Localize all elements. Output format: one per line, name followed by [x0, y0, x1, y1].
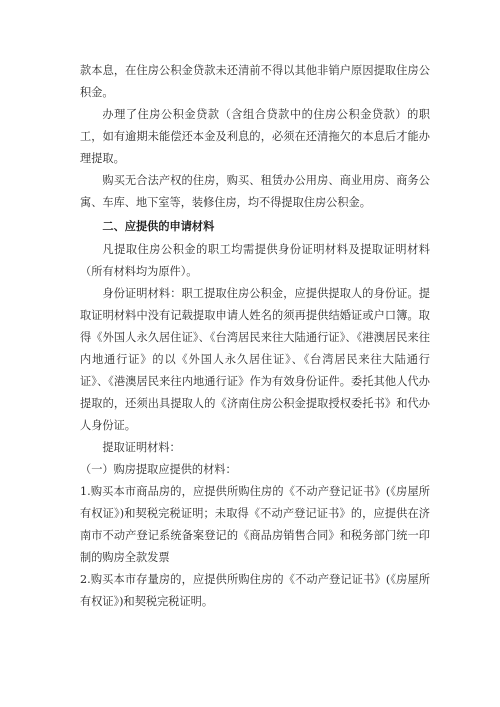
paragraph-identity-materials: 身份证明材料：职工提取住房公积金，应提供提取人的身份证。提取证明材料中没有记载提取申请人姓名的须再提供结婚证或户口簿。取得《外国人永久居住证》、《台湾居民来往大陆通行证》、《港澳居民来往内地通行证》的以《外国人永久居住证》、《台湾居民来往大陆通行证》、《港澳居民来往内地通行证》作为有效身份证件。委托其他人代办提取的，还须出具提取人的《济南住房公积金提取授权委托书》和代办人身份证。: [80, 287, 430, 432]
paragraph-overdue-loan: 办理了住房公积金贷款（含组合贷款中的住房公积金贷款）的职工，如有逾期未能偿还本金及利息的，必须在还清拖欠的本息后才能办理提取。: [80, 108, 430, 165]
list-item-new-house: 1.购买本市商品房的，应提供所购住房的《不动产登记证书》(《房屋所有权证》)和契税完税证明；未取得《不动产登记证书》的，应提供在济南市不动产登记系统备案登记的《商品房销售合同》和税务部门统一印制的购房全款发票: [80, 485, 430, 564]
paragraph-prohibited-purchases: 购买无合法产权的住房，购买、租赁办公用房、商业用房、商务公寓、车库、地下室等，装修住房，均不得提取住房公积金。: [80, 174, 430, 209]
section-heading-materials: 二、应提供的申请材料: [102, 220, 215, 233]
subheading-purchase-materials: （一）购房提取应提供的材料：: [80, 463, 237, 476]
document-body: [80, 60, 430, 613]
list-item-existing-house: 2.购买本市存量房的，应提供所购住房的《不动产登记证书》(《房屋所有权证》)和契税完税证明。: [80, 573, 430, 608]
paragraph-withdrawal-materials-label: 提取证明材料：: [102, 441, 181, 454]
paragraph-materials-intro: 凡提取住房公积金的职工均需提供身份证明材料及提取证明材料（所有材料均为原件）。: [80, 243, 430, 278]
paragraph-loan-clause: 款本息，在住房公积金贷款未还清前不得以其他非销户原因提取住房公积金。: [80, 64, 430, 99]
